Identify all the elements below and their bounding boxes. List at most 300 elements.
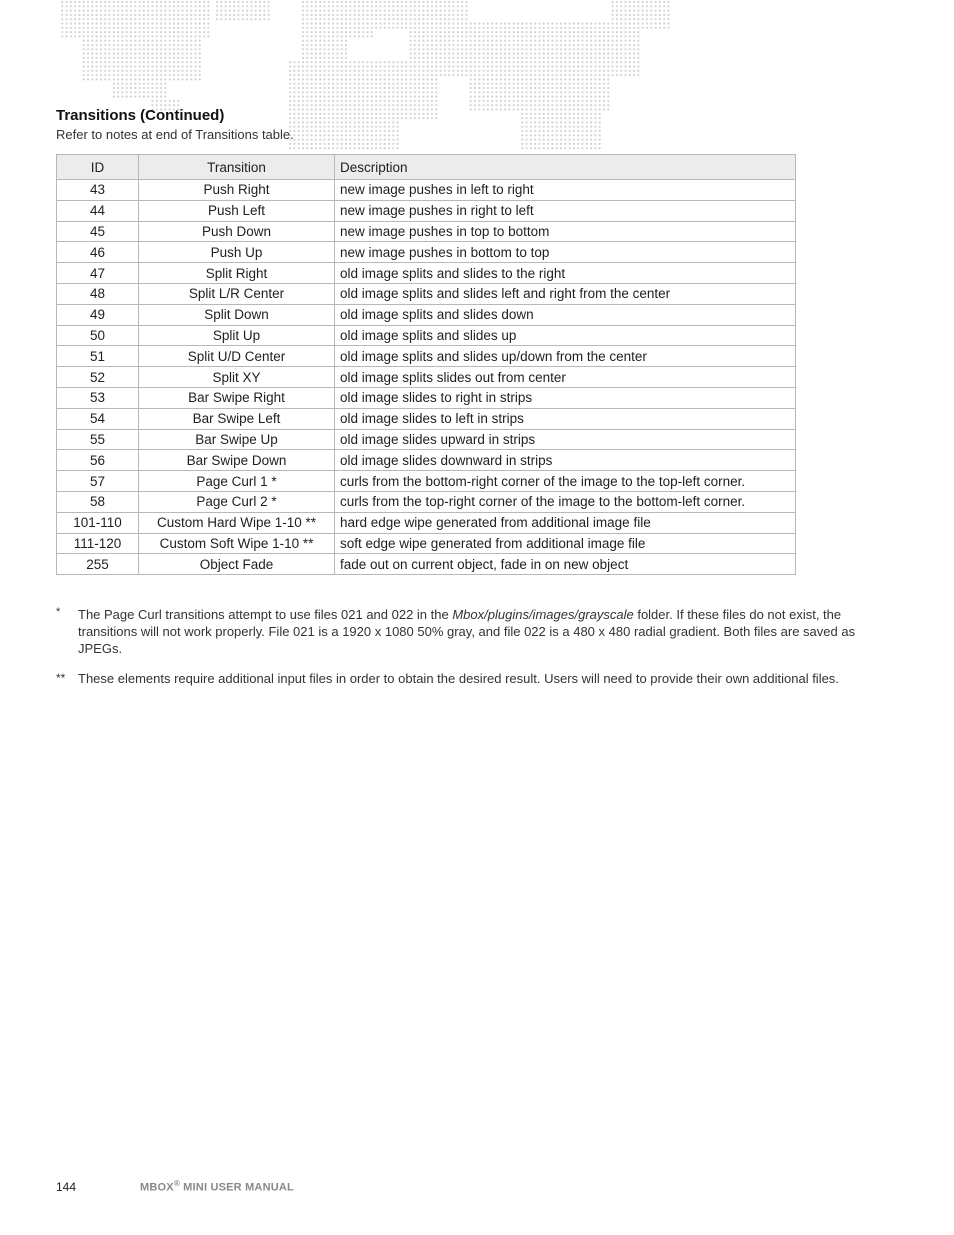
map-dot [375, 91, 377, 93]
map-dot [483, 22, 485, 24]
map-dot [397, 83, 399, 85]
map-dot [298, 96, 300, 98]
map-dot [504, 61, 506, 63]
map-dot [323, 57, 325, 59]
map-dot [341, 31, 343, 33]
map-dot [500, 61, 502, 63]
map-dot [551, 143, 553, 145]
map-dot [569, 139, 571, 141]
map-dot [104, 65, 106, 67]
map-dot [500, 70, 502, 72]
map-dot [173, 27, 175, 29]
map-dot [354, 91, 356, 93]
map-dot [409, 65, 411, 67]
map-dot [113, 53, 115, 55]
map-dot [319, 83, 321, 85]
map-dot [538, 53, 540, 55]
map-dot [70, 1, 72, 3]
map-dot [547, 65, 549, 67]
map-dot [220, 1, 222, 3]
map-dot [336, 130, 338, 132]
map-dot [87, 70, 89, 72]
map-dot [474, 78, 476, 80]
map-dot [323, 31, 325, 33]
cell-transition: Bar Swipe Up [139, 429, 335, 450]
map-dot [323, 96, 325, 98]
map-dot [306, 74, 308, 76]
map-dot [427, 83, 429, 85]
map-dot [409, 83, 411, 85]
map-dot [83, 27, 85, 29]
map-dot [431, 113, 433, 115]
map-dot [431, 1, 433, 3]
map-dot [126, 61, 128, 63]
map-dot [375, 121, 377, 123]
map-dot [354, 65, 356, 67]
map-dot [444, 65, 446, 67]
map-dot [603, 22, 605, 24]
map-dot [616, 48, 618, 50]
map-dot [508, 108, 510, 110]
map-dot [311, 117, 313, 119]
cell-transition: Push Down [139, 221, 335, 242]
map-dot [151, 65, 153, 67]
map-dot [207, 31, 209, 33]
map-dot [384, 143, 386, 145]
map-dot [345, 65, 347, 67]
map-dot [659, 10, 661, 12]
map-dot [392, 104, 394, 106]
map-dot [504, 22, 506, 24]
map-dot [590, 22, 592, 24]
map-dot [173, 22, 175, 24]
map-dot [564, 126, 566, 128]
map-dot [435, 117, 437, 119]
map-dot [371, 83, 373, 85]
map-dot [427, 10, 429, 12]
map-dot [302, 139, 304, 141]
map-dot [612, 61, 614, 63]
map-dot [586, 147, 588, 149]
map-dot [302, 121, 304, 123]
map-dot [435, 18, 437, 20]
map-dot [220, 14, 222, 16]
map-dot [633, 48, 635, 50]
map-dot [319, 104, 321, 106]
map-dot [177, 5, 179, 7]
map-dot [354, 18, 356, 20]
map-dot [362, 27, 364, 29]
map-dot [422, 100, 424, 102]
map-dot [87, 57, 89, 59]
map-dot [113, 83, 115, 85]
map-dot [65, 27, 67, 29]
map-dot [543, 121, 545, 123]
map-dot [341, 83, 343, 85]
map-dot [612, 65, 614, 67]
cell-transition: Split Down [139, 304, 335, 325]
map-dot [530, 48, 532, 50]
map-dot [577, 65, 579, 67]
map-dot [414, 35, 416, 37]
map-dot [229, 18, 231, 20]
map-dot [427, 117, 429, 119]
map-dot [624, 57, 626, 59]
map-dot [431, 83, 433, 85]
map-dot [147, 40, 149, 42]
map-dot [203, 14, 205, 16]
map-dot [470, 31, 472, 33]
map-dot [521, 40, 523, 42]
cell-id: 54 [57, 408, 139, 429]
map-dot [108, 61, 110, 63]
map-dot [379, 5, 381, 7]
map-dot [91, 14, 93, 16]
map-dot [306, 1, 308, 3]
map-dot [358, 14, 360, 16]
map-dot [418, 27, 420, 29]
map-dot [461, 48, 463, 50]
map-dot [427, 104, 429, 106]
map-dot [590, 27, 592, 29]
map-dot [182, 40, 184, 42]
map-dot [620, 74, 622, 76]
map-dot [164, 96, 166, 98]
map-dot [513, 100, 515, 102]
map-dot [564, 78, 566, 80]
map-dot [405, 117, 407, 119]
map-dot [139, 74, 141, 76]
map-dot [74, 14, 76, 16]
map-dot [538, 74, 540, 76]
map-dot [341, 53, 343, 55]
map-dot [427, 87, 429, 89]
map-dot [495, 70, 497, 72]
map-dot [164, 35, 166, 37]
map-dot [513, 70, 515, 72]
map-dot [199, 40, 201, 42]
map-dot [336, 104, 338, 106]
map-dot [164, 74, 166, 76]
map-dot [311, 22, 313, 24]
map-dot [418, 31, 420, 33]
cell-id: 46 [57, 242, 139, 263]
map-dot [186, 31, 188, 33]
map-dot [538, 130, 540, 132]
map-dot [332, 35, 334, 37]
map-dot [538, 22, 540, 24]
map-dot [336, 22, 338, 24]
map-dot [384, 130, 386, 132]
map-dot [100, 22, 102, 24]
map-dot [551, 61, 553, 63]
map-dot [199, 57, 201, 59]
map-dot [156, 96, 158, 98]
map-dot [513, 48, 515, 50]
map-dot [336, 40, 338, 42]
map-dot [91, 70, 93, 72]
map-dot [70, 5, 72, 7]
map-dot [547, 48, 549, 50]
map-dot [427, 5, 429, 7]
map-dot [435, 53, 437, 55]
map-dot [104, 31, 106, 33]
transitions-table [56, 154, 796, 575]
map-dot [629, 53, 631, 55]
map-dot [624, 53, 626, 55]
map-dot [302, 130, 304, 132]
map-dot [126, 27, 128, 29]
map-dot [392, 113, 394, 115]
map-dot [83, 14, 85, 16]
map-dot [594, 31, 596, 33]
map-dot [478, 96, 480, 98]
map-dot [526, 74, 528, 76]
map-dot [569, 96, 571, 98]
map-dot [577, 96, 579, 98]
footnote-marker: ** [56, 671, 66, 685]
map-dot [397, 121, 399, 123]
map-dot [526, 44, 528, 46]
map-dot [435, 74, 437, 76]
map-dot [612, 35, 614, 37]
map-dot [113, 40, 115, 42]
map-dot [379, 61, 381, 63]
map-dot [508, 48, 510, 50]
map-dot [139, 10, 141, 12]
map-dot [388, 83, 390, 85]
map-dot [543, 108, 545, 110]
map-dot [577, 130, 579, 132]
map-dot [379, 70, 381, 72]
map-dot [495, 100, 497, 102]
map-dot [194, 70, 196, 72]
map-dot [358, 143, 360, 145]
map-dot [362, 130, 364, 132]
map-dot [207, 27, 209, 29]
map-dot [538, 27, 540, 29]
header-transition: Transition [139, 155, 335, 180]
map-dot [100, 61, 102, 63]
map-dot [384, 91, 386, 93]
map-dot [603, 83, 605, 85]
map-dot [190, 22, 192, 24]
map-dot [332, 48, 334, 50]
map-dot [199, 35, 201, 37]
map-dot [341, 130, 343, 132]
map-dot [362, 108, 364, 110]
map-dot [586, 91, 588, 93]
map-dot [379, 126, 381, 128]
map-dot [526, 87, 528, 89]
map-dot [194, 31, 196, 33]
map-dot [418, 70, 420, 72]
map-dot [121, 96, 123, 98]
map-dot [607, 78, 609, 80]
map-dot [478, 22, 480, 24]
map-dot [311, 147, 313, 149]
map-dot [650, 18, 652, 20]
map-dot [302, 22, 304, 24]
map-dot [113, 22, 115, 24]
map-dot [194, 74, 196, 76]
map-dot [586, 130, 588, 132]
map-dot [362, 70, 364, 72]
map-dot [560, 83, 562, 85]
map-dot [306, 147, 308, 149]
map-dot [349, 35, 351, 37]
map-dot [91, 35, 93, 37]
map-dot [538, 139, 540, 141]
map-dot [564, 53, 566, 55]
map-dot [121, 48, 123, 50]
map-dot [164, 48, 166, 50]
map-dot [83, 5, 85, 7]
map-dot [319, 35, 321, 37]
cell-id: 47 [57, 263, 139, 284]
map-dot [354, 14, 356, 16]
map-dot [362, 91, 364, 93]
map-dot [491, 108, 493, 110]
map-dot [336, 10, 338, 12]
map-dot [616, 65, 618, 67]
map-dot [311, 134, 313, 136]
map-dot [530, 108, 532, 110]
map-dot [315, 70, 317, 72]
map-dot [160, 57, 162, 59]
map-dot [612, 22, 614, 24]
map-dot [590, 121, 592, 123]
map-dot [526, 147, 528, 149]
map-dot [87, 65, 89, 67]
map-dot [328, 121, 330, 123]
map-dot [311, 83, 313, 85]
map-dot [83, 74, 85, 76]
map-dot [474, 31, 476, 33]
map-dot [607, 61, 609, 63]
map-dot [298, 117, 300, 119]
map-dot [452, 5, 454, 7]
map-dot [70, 27, 72, 29]
map-dot [375, 147, 377, 149]
map-dot [216, 5, 218, 7]
map-dot [495, 83, 497, 85]
map-dot [534, 87, 536, 89]
map-dot [564, 31, 566, 33]
map-dot [534, 57, 536, 59]
map-dot [293, 61, 295, 63]
map-dot [616, 27, 618, 29]
map-dot [431, 40, 433, 42]
map-dot [577, 83, 579, 85]
map-dot [349, 78, 351, 80]
map-dot [177, 104, 179, 106]
map-dot [521, 100, 523, 102]
map-dot [483, 65, 485, 67]
map-dot [319, 78, 321, 80]
map-dot [366, 22, 368, 24]
map-dot [100, 53, 102, 55]
map-dot [573, 83, 575, 85]
map-dot [306, 65, 308, 67]
map-dot [547, 130, 549, 132]
map-dot [345, 104, 347, 106]
map-dot [349, 87, 351, 89]
map-dot [521, 44, 523, 46]
map-dot [392, 130, 394, 132]
map-dot [328, 65, 330, 67]
map-dot [173, 65, 175, 67]
map-dot [414, 100, 416, 102]
map-dot [117, 35, 119, 37]
map-dot [547, 40, 549, 42]
map-dot [362, 31, 364, 33]
map-dot [401, 18, 403, 20]
map-dot [328, 57, 330, 59]
map-dot [388, 100, 390, 102]
map-dot [564, 91, 566, 93]
map-dot [397, 96, 399, 98]
map-dot [427, 1, 429, 3]
map-dot [500, 96, 502, 98]
map-dot [336, 139, 338, 141]
map-dot [358, 1, 360, 3]
map-dot [323, 117, 325, 119]
map-dot [603, 40, 605, 42]
map-dot [371, 14, 373, 16]
map-dot [530, 61, 532, 63]
map-dot [164, 91, 166, 93]
map-dot [268, 14, 270, 16]
map-dot [457, 44, 459, 46]
map-dot [96, 65, 98, 67]
map-dot [526, 27, 528, 29]
map-dot [255, 14, 257, 16]
map-dot [74, 35, 76, 37]
map-dot [452, 22, 454, 24]
map-dot [573, 27, 575, 29]
map-dot [190, 27, 192, 29]
map-dot [358, 130, 360, 132]
map-dot [354, 147, 356, 149]
map-dot [440, 65, 442, 67]
map-dot [117, 31, 119, 33]
map-dot [495, 96, 497, 98]
map-dot [547, 91, 549, 93]
map-dot [151, 53, 153, 55]
map-dot [315, 113, 317, 115]
map-dot [461, 61, 463, 63]
map-dot [521, 104, 523, 106]
map-dot [371, 143, 373, 145]
map-dot [538, 143, 540, 145]
map-dot [538, 35, 540, 37]
map-dot [603, 91, 605, 93]
map-dot [452, 61, 454, 63]
map-dot [551, 87, 553, 89]
map-dot [526, 48, 528, 50]
map-dot [573, 61, 575, 63]
map-dot [65, 35, 67, 37]
map-dot [336, 83, 338, 85]
map-dot [246, 10, 248, 12]
map-dot [147, 53, 149, 55]
map-dot [513, 87, 515, 89]
map-dot [517, 91, 519, 93]
map-dot [470, 27, 472, 29]
map-dot [470, 44, 472, 46]
map-dot [203, 22, 205, 24]
